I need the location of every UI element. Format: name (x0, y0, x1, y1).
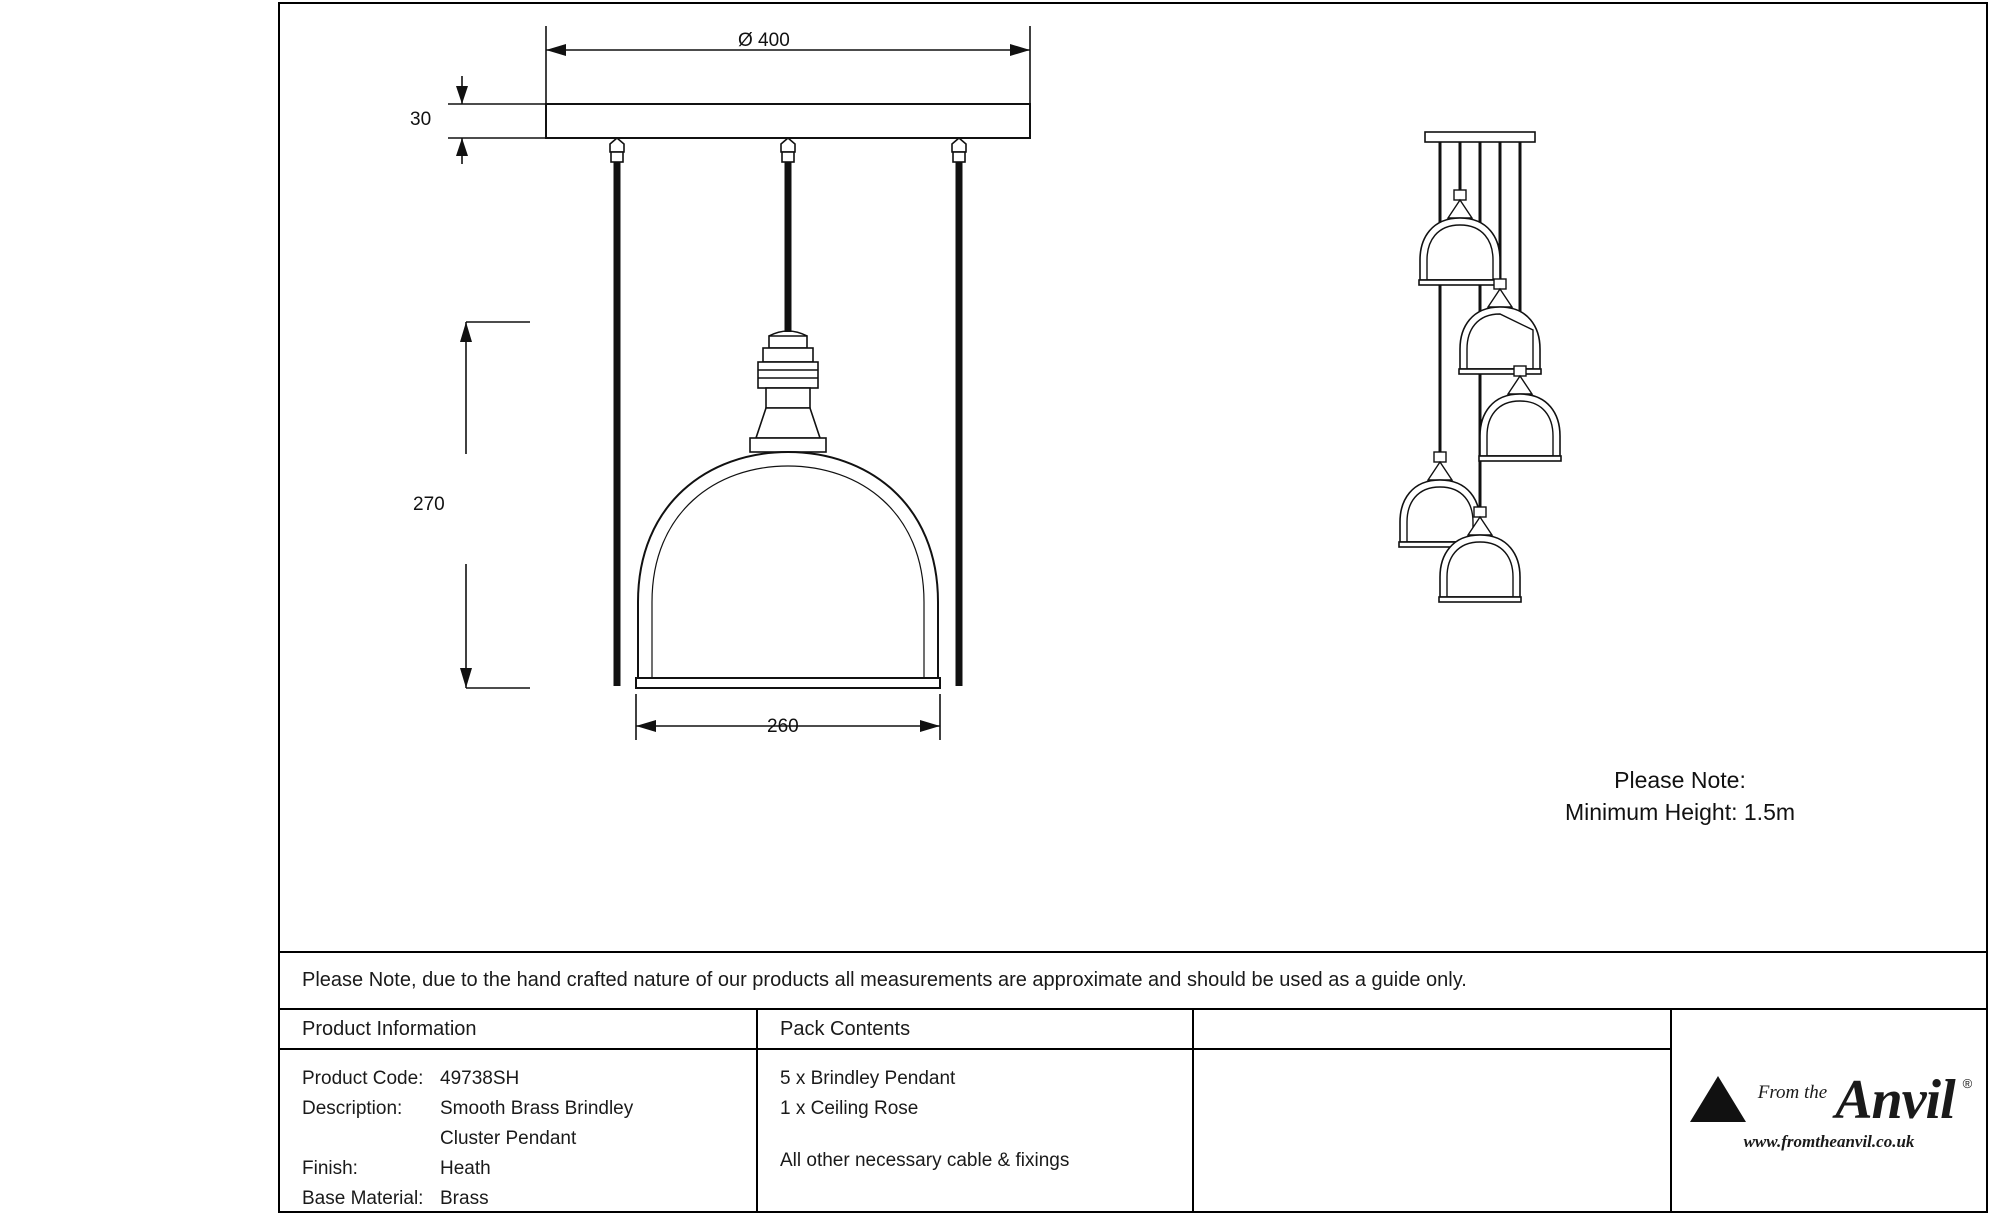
spec-value: Brass (440, 1188, 489, 1209)
pack-contents-body (758, 1050, 1192, 1176)
spec-value: Smooth Brass Brindley (440, 1098, 634, 1119)
spec-label: Description: (302, 1098, 403, 1119)
brand-logo (1672, 1010, 1986, 1213)
drop-height-dimension (460, 322, 530, 688)
pack-spacer (780, 1124, 1192, 1146)
centre-pendant-cord (781, 138, 795, 332)
spare-column-header (1194, 1010, 1670, 1050)
pack-extra-line: All other necessary cable & fixings (780, 1150, 1070, 1171)
logo-website-url: www.fromtheanvil.co.uk (1743, 1131, 1915, 1151)
disclaimer-row (280, 953, 1986, 1010)
drawing-sheet (278, 2, 1988, 1213)
spec-row (302, 1124, 756, 1154)
disclaimer-text: Please Note, due to the hand crafted nature of our products all measurements are approximate and should be used as a guide only. (302, 969, 1467, 991)
note-line-2: Minimum Height: 1.5m (1564, 799, 1796, 825)
shade-width-label: 260 (767, 716, 799, 737)
spec-value: Heath (440, 1158, 491, 1179)
main-pendant-lampholder (750, 331, 826, 452)
anvil-icon (1686, 1072, 1750, 1128)
minimum-height-note (1460, 764, 1900, 828)
technical-drawing-area (280, 4, 1986, 951)
pack-contents-header: Pack Contents (758, 1010, 1192, 1050)
spare-column-body (1194, 1050, 1670, 1064)
spec-value: 49738SH (440, 1068, 520, 1089)
spec-label: Base Material: (302, 1188, 424, 1209)
spec-label: Finish: (302, 1158, 358, 1179)
spec-row (302, 1064, 756, 1094)
spec-row (302, 1184, 756, 1214)
product-information-body (280, 1050, 756, 1214)
logo-column (1672, 1010, 1986, 1213)
cluster-perspective-view (1399, 132, 1561, 602)
product-information-column (280, 1010, 758, 1213)
rose-height-label: 30 (410, 109, 432, 130)
rose-height-dimension (448, 76, 546, 164)
pack-line: 1 x Ceiling Rose (780, 1098, 919, 1119)
note-line-1: Please Note: (1614, 767, 1746, 793)
left-pendant-cord (610, 138, 624, 686)
spec-row (302, 1154, 756, 1184)
spec-value: Cluster Pendant (440, 1128, 577, 1149)
logo-anvil-text: Anvil (1835, 1068, 1955, 1131)
pack-line: 5 x Brindley Pendant (780, 1068, 956, 1089)
information-table (280, 951, 1986, 1213)
right-pendant-cord (952, 138, 966, 686)
product-information-header: Product Information (280, 1010, 756, 1050)
logo-registered-mark: ® (1962, 1075, 1973, 1091)
spec-label: Product Code: (302, 1068, 424, 1089)
pack-contents-column (758, 1010, 1194, 1213)
drop-height-label: 270 (413, 494, 445, 515)
main-pendant-shade (636, 452, 940, 688)
logo-wordmark (1686, 1068, 1973, 1131)
diameter-label: Ø 400 (738, 30, 790, 51)
spec-label (302, 1124, 440, 1154)
spec-row (302, 1094, 756, 1124)
spare-column (1194, 1010, 1672, 1213)
table-body (280, 1010, 1986, 1213)
logo-from-the-text: From the (1757, 1081, 1828, 1103)
